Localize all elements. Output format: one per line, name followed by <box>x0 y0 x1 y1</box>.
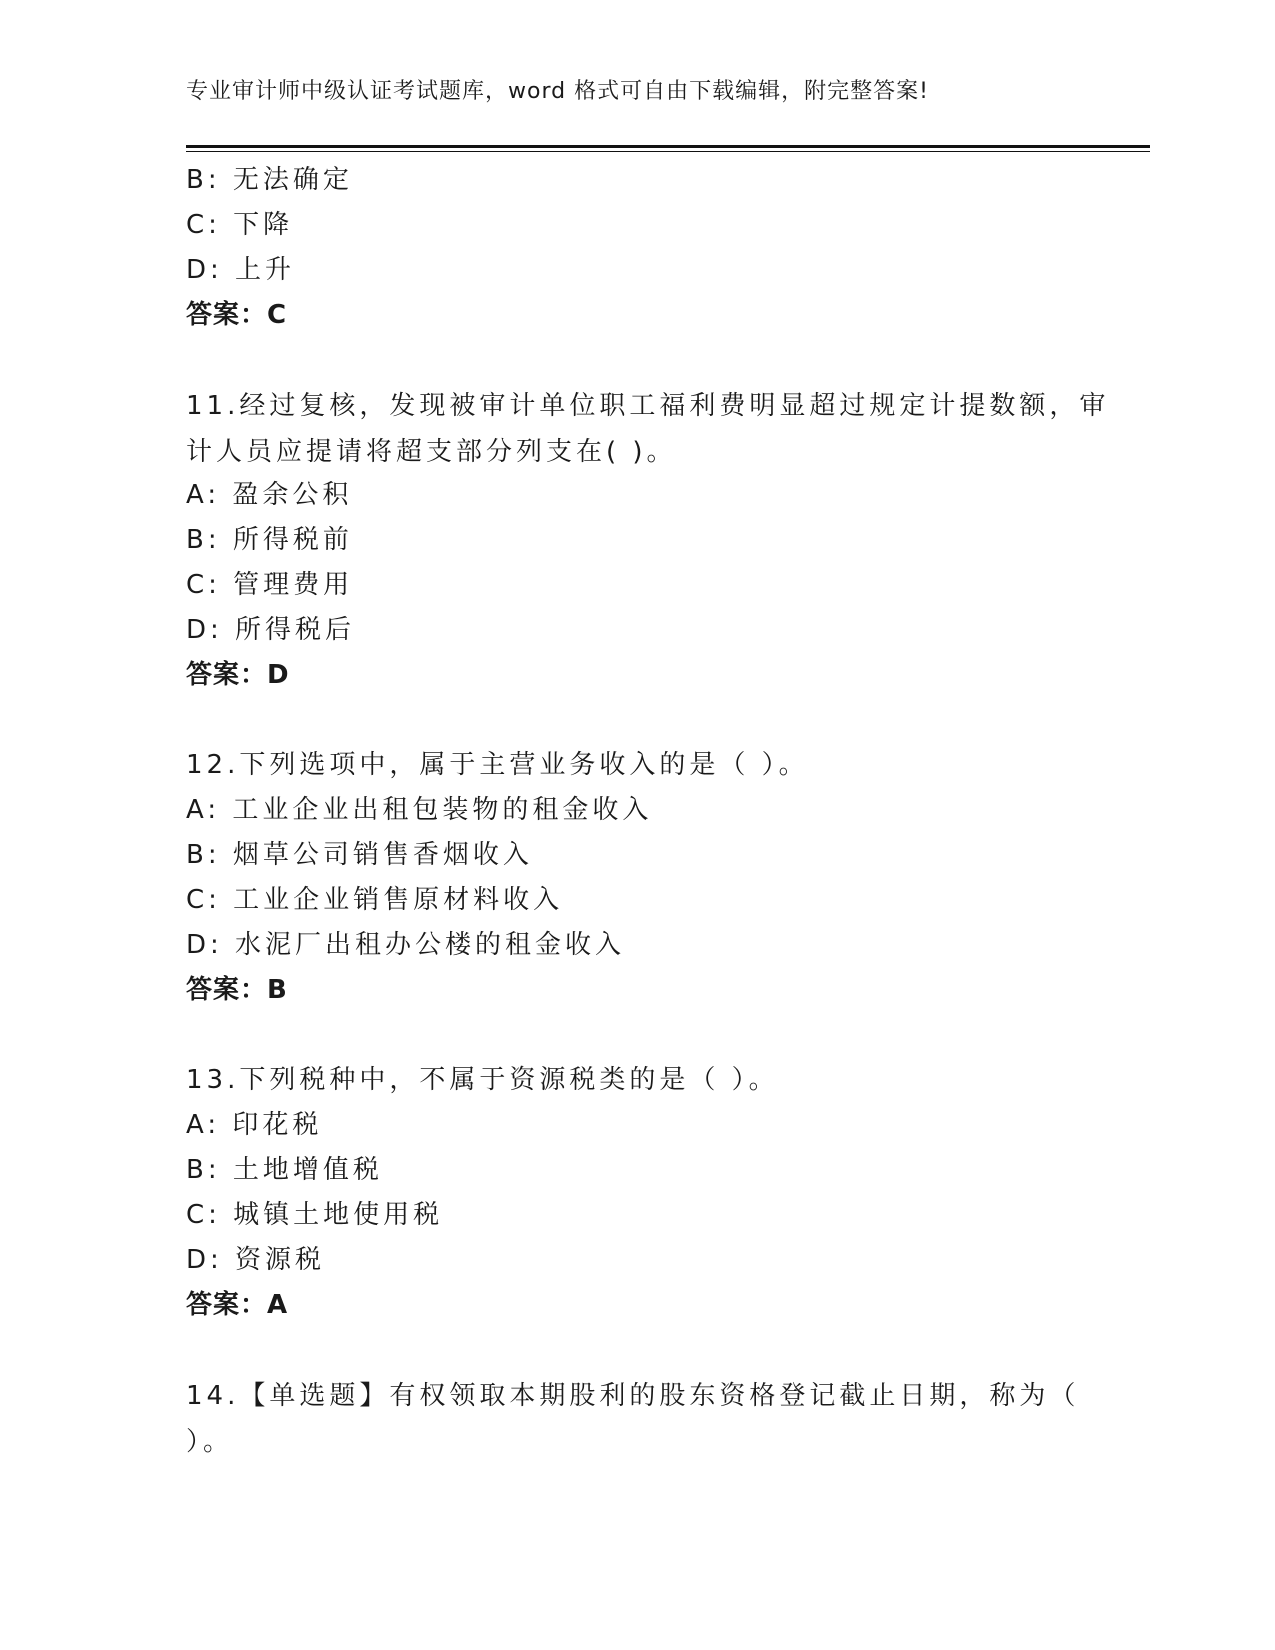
option-b: B: 土地增值税 <box>186 1155 383 1185</box>
question-stem: 12.下列选项中，属于主营业务收入的是（ ）。 <box>186 750 809 780</box>
header-rule-thin <box>186 151 1150 152</box>
question-11 <box>186 383 1110 698</box>
option-b: B: 无法确定 <box>186 165 353 195</box>
answer: 答案：D <box>186 660 290 690</box>
question-10-continuation <box>186 158 1086 338</box>
option-a: A: 盈余公积 <box>186 480 353 510</box>
page-header: 专业审计师中级认证考试题库，word 格式可自由下载编辑，附完整答案! <box>186 79 929 104</box>
header-rule-thick <box>186 145 1150 148</box>
option-c: C: 下降 <box>186 210 294 240</box>
option-a: A: 印花税 <box>186 1110 323 1140</box>
question-12 <box>186 743 1086 1013</box>
question-stem: 13.下列税种中，不属于资源税类的是（ ）。 <box>186 1065 779 1095</box>
question-14 <box>186 1373 1086 1465</box>
option-d: D: 所得税后 <box>186 615 356 645</box>
option-d: D: 资源税 <box>186 1245 326 1275</box>
document-body <box>186 158 1110 1465</box>
answer: 答案：A <box>186 1290 289 1320</box>
question-stem: 11.经过复核，发现被审计单位职工福利费明显超过规定计提数额，审 <box>186 391 1110 421</box>
question-stem: ）。 <box>186 1427 234 1457</box>
question-13 <box>186 1058 1086 1328</box>
option-d: D: 上升 <box>186 255 296 285</box>
question-stem: 计人员应提请将超支部分列支在( )。 <box>186 437 677 467</box>
option-c: C: 城镇土地使用税 <box>186 1200 444 1230</box>
answer: 答案：B <box>186 975 288 1005</box>
option-b: B: 所得税前 <box>186 525 353 555</box>
question-stem: 14.【单选题】有权领取本期股利的股东资格登记截止日期，称为（ <box>186 1381 1080 1411</box>
option-d: D: 水泥厂出租办公楼的租金收入 <box>186 930 626 960</box>
option-b: B: 烟草公司销售香烟收入 <box>186 840 533 870</box>
answer: 答案：C <box>186 300 288 330</box>
option-c: C: 管理费用 <box>186 570 354 600</box>
option-a: A: 工业企业出租包装物的租金收入 <box>186 795 653 825</box>
option-c: C: 工业企业销售原材料收入 <box>186 885 564 915</box>
